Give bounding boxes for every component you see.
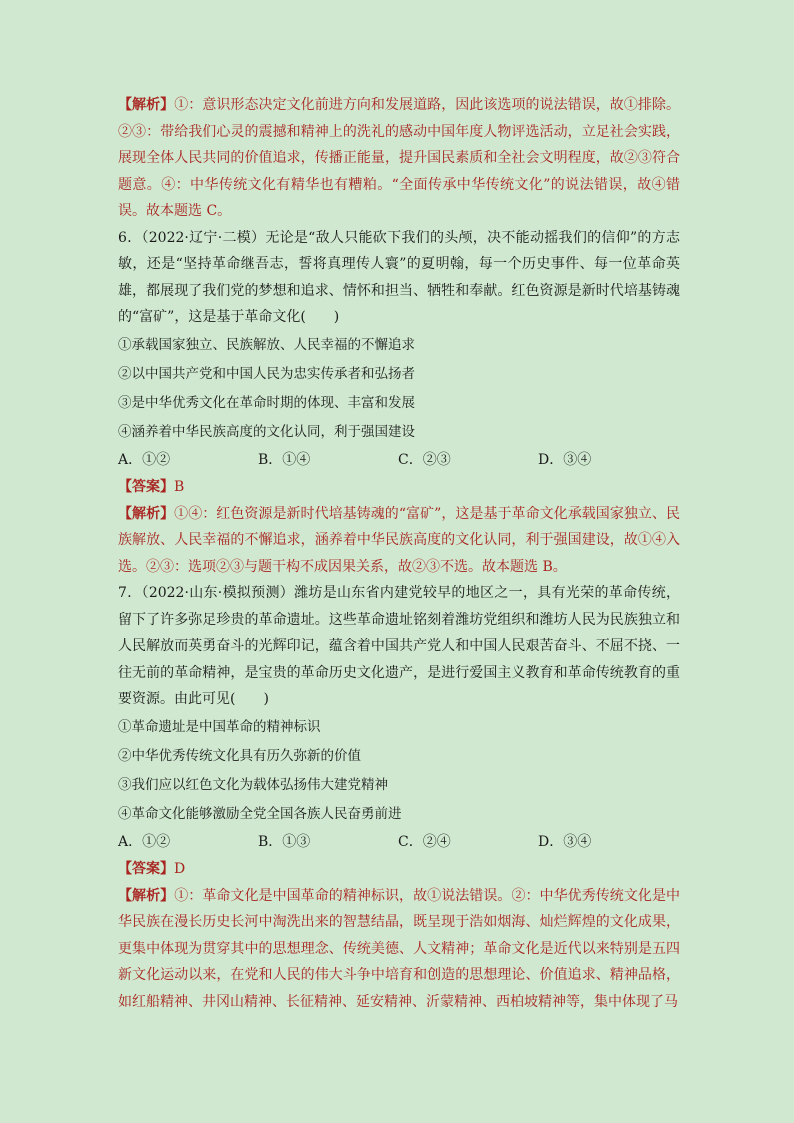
analysis-text: ①④：红色资源是新时代培基铸魂的“富矿”，这是基于革命文化承载国家独立、民族解放、人民幸福的不懈追求，涵养着中华民族高度的文化认同，利于强国建设，故①④入选。②③：选项②③与题干构不成因果关系，故②③不选。故本题选 B。 [118,505,681,575]
analysis-label: 【解析】 [118,97,175,113]
question-7-stem: 7．（2022·山东·模拟预测）潍坊是山东省内建党较早的地区之一，具有光荣的革命传统，留下了许多弥足珍贵的革命遗址。这些革命遗址铭刻着潍坊党组织和潍坊人民为民族独立和人民解放而英勇奋斗的光辉印记，蕴含着中国共产党人和中国人民艰苦奋斗、不屈不挠、一往无前的革命精神，是宝贵的革命历史文化遗产，是进行爱国主义教育和革命传统教育的重要资源。由此可见( ) [118,585,680,707]
question-6-option-4: ④涵养着中华民族高度的文化认同，利于强国建设 [118,423,415,440]
choice-c: C．②④ [398,833,451,850]
question-7-option-4: ④革命文化能够激励全党全国各族人民奋勇前进 [118,805,402,822]
question-7-choices [118,829,680,856]
question-6-stem: 6．（2022·辽宁·二模）无论是“敌人只能砍下我们的头颅，决不能动摇我们的信仰”的方志敏，还是“坚持革命继吾志，誓将真理传人寰”的夏明翰，每一个历史事件、每一位革命英雄，都展现了我们党的梦想和追求、情怀和担当、牺牲和奉献。红色资源是新时代培基铸魂的“富矿”，这是基于革命文化( ) [118,229,680,325]
answer-value: B [174,478,185,495]
document-content [118,92,680,1015]
question-7-option-1: ①革命遗址是中国革命的精神标识 [118,718,321,735]
analysis-text: ①：革命文化是中国革命的精神标识，故①说法错误。②：中华优秀传统文化是中华民族在漫长历史长河中淘洗出来的智慧结晶，既呈现于浩如烟海、灿烂辉煌的文化成果，更集中体现为贯穿其中的思想理念、传统美德、人文精神；革命文化是近代以来特别是五四新文化运动以来，在党和人民的伟大斗争中培育和创造的思想理论、价值追求、精神品格，如红船精神、井冈山精神、长征精神、延安精神、沂蒙精神、西柏坡精神等，集中体现了马 [118,887,681,1010]
question-7-analysis [118,883,680,1016]
analysis-text: ①：意识形态决定文化前进方向和发展道路，因此该选项的说法错误，故①排除。②③：带给我们心灵的震撼和精神上的洗礼的感动中国年度人物评选活动，立足社会实践，展现全体人民共同的价值追求，传播正能量，提升国民素质和全社会文明程度，故②③符合题意。④：中华传统文化有精华也有糟粕。“全面传承中华传统文化”的说法错误，故④错误。故本题选 C。 [118,97,681,219]
question-6-option-2: ②以中国共产党和中国人民为忠实传承者和弘扬者 [118,365,415,382]
question-6-option-3: ③是中华优秀文化在革命时期的体现、丰富和发展 [118,394,415,411]
answer-label: 【答案】 [118,478,174,495]
choice-b: B．①③ [258,833,311,850]
question-6-option-1: ①承载国家独立、民族解放、人民幸福的不懈追求 [118,336,415,353]
choice-a: A．①② [118,833,171,850]
question-6-choices [118,447,680,474]
question-6-analysis [118,501,680,581]
choice-c: C．②③ [398,451,451,468]
answer-label: 【答案】 [118,860,174,877]
choice-a: A．①② [118,451,171,468]
choice-b: B．①④ [258,451,311,468]
question-7-option-3: ③我们应以红色文化为载体弘扬伟大建党精神 [118,776,388,793]
question-6-answer [118,474,680,501]
analysis-paragraph-q5 [118,92,680,225]
choice-d: D．③④ [538,833,592,850]
analysis-label: 【解析】 [118,887,175,904]
question-7-option-2: ②中华优秀传统文化具有历久弥新的价值 [118,747,361,764]
choice-d: D．③④ [538,451,592,468]
analysis-label: 【解析】 [118,505,175,522]
question-7-answer [118,856,680,883]
answer-value: D [174,860,186,877]
